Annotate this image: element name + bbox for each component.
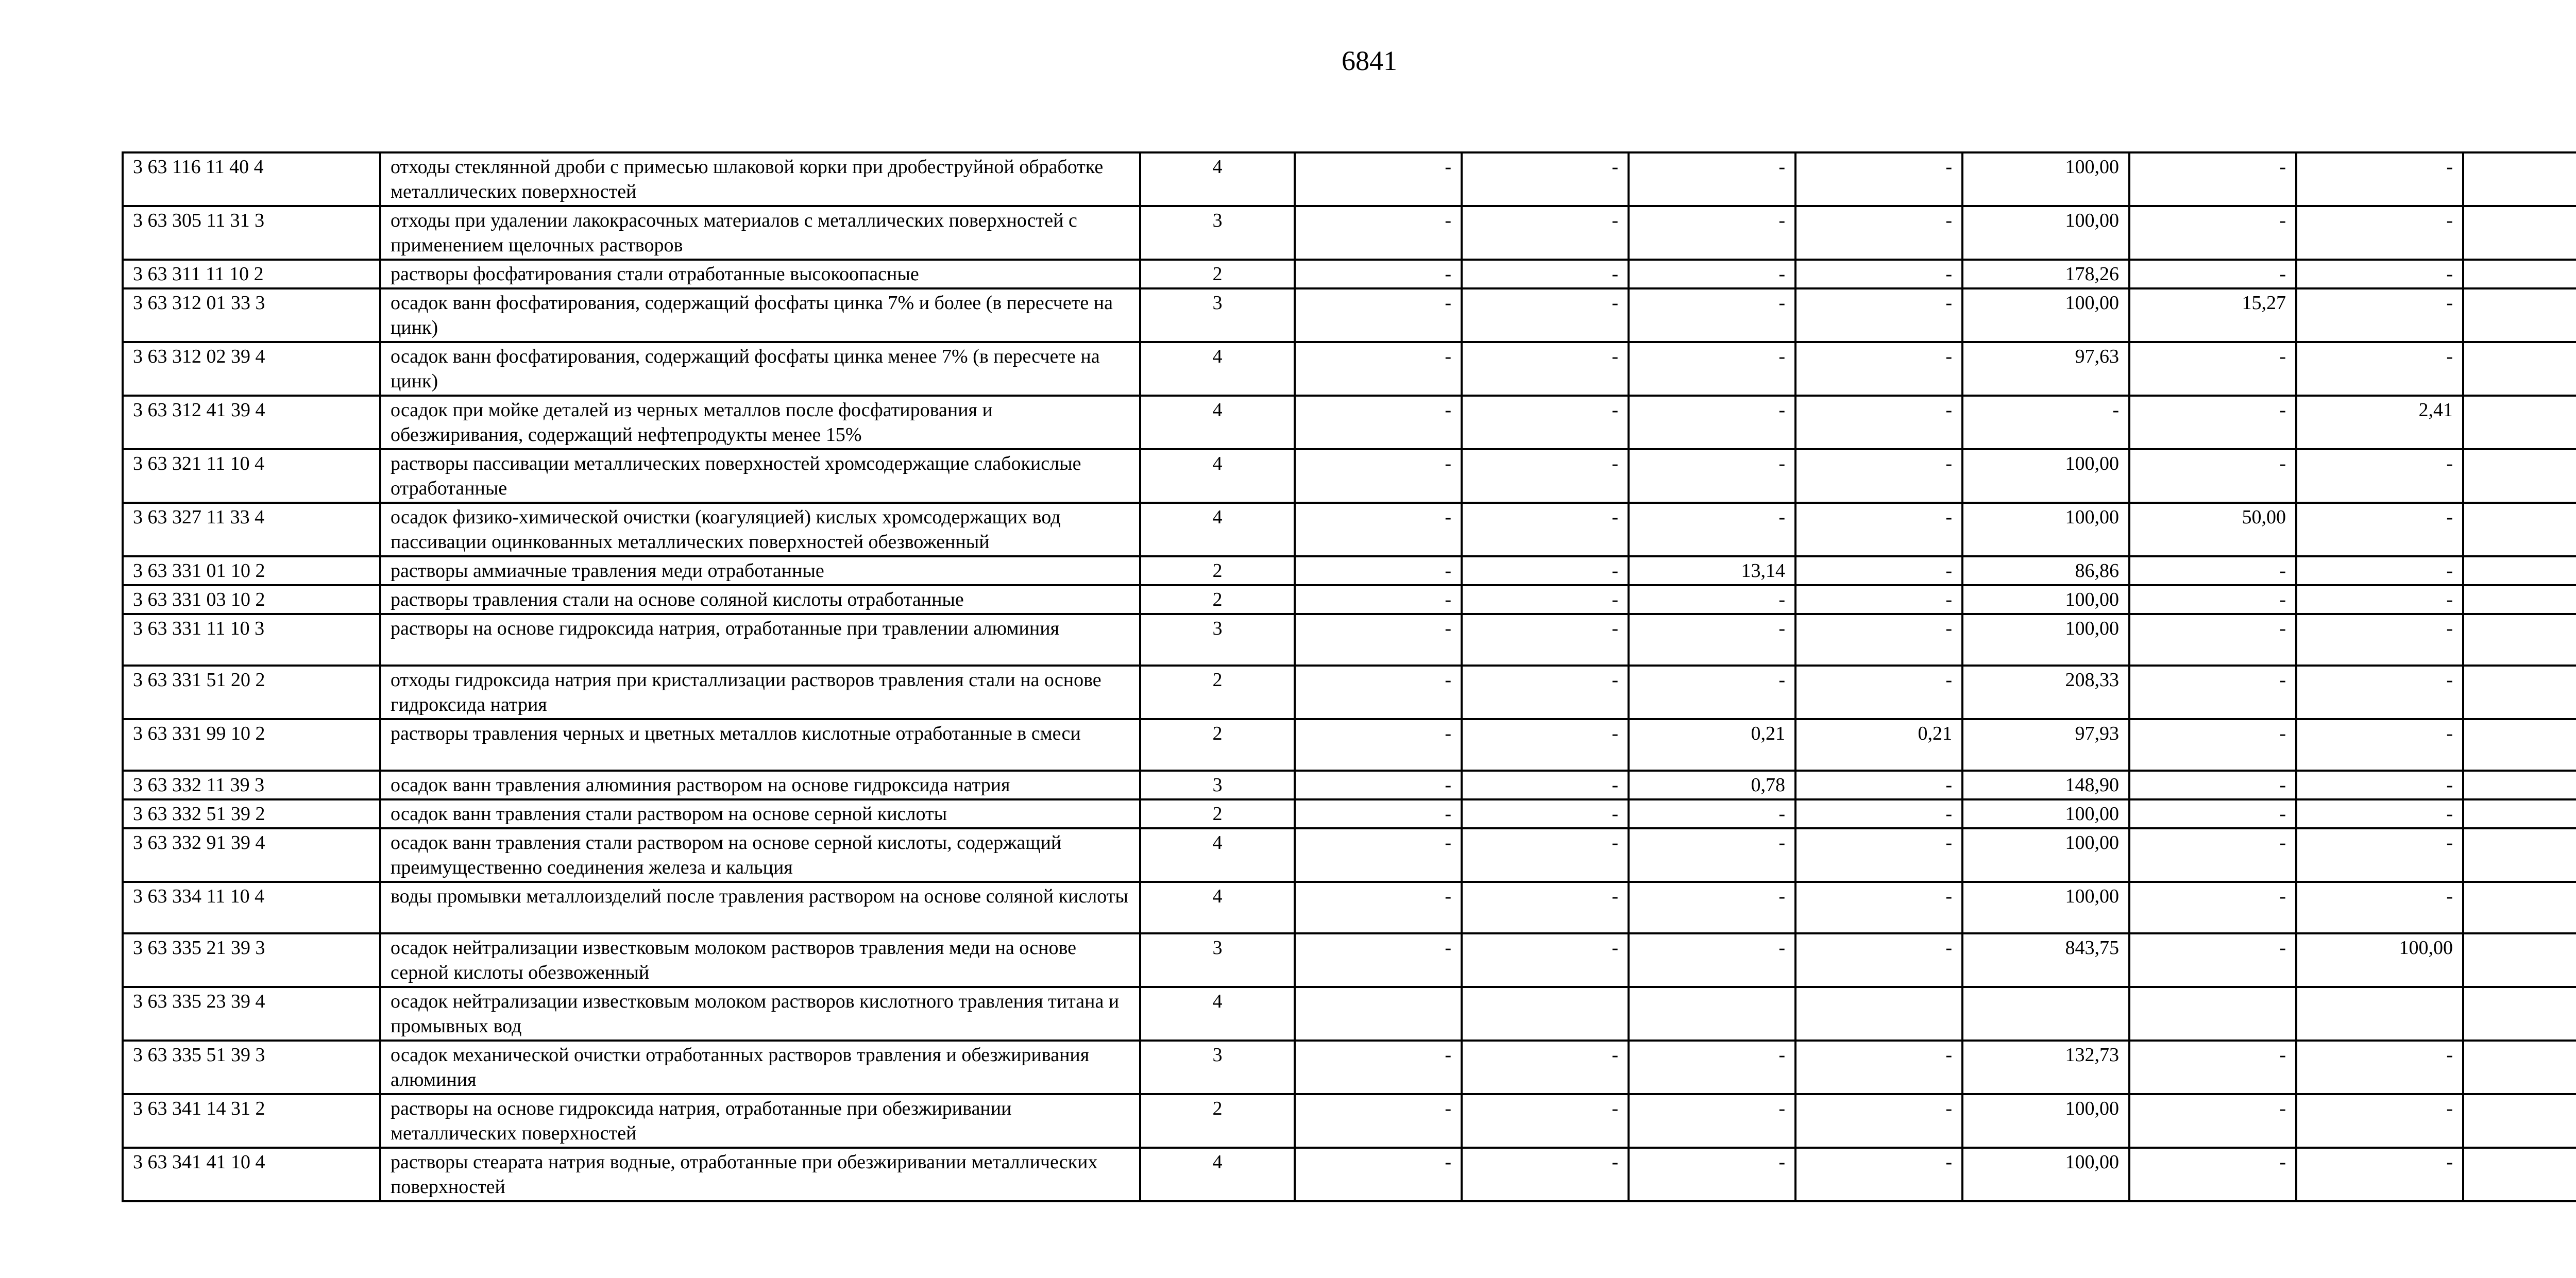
value-cell: - [1962, 396, 2129, 449]
value-cell: 13,14 [1629, 556, 1795, 585]
table-row [123, 666, 2576, 719]
waste-code-cell: 3 63 327 11 33 4 [123, 503, 380, 556]
value-cell: - [2129, 614, 2296, 666]
value-cell: 100,00 [1962, 585, 2129, 614]
value-cell: - [2129, 396, 2296, 449]
value-cell: - [1795, 1148, 1962, 1201]
value-cell [2463, 1148, 2576, 1201]
value-cell: - [1462, 396, 1629, 449]
value-cell [2463, 666, 2576, 719]
value-cell [2463, 152, 2576, 206]
value-cell: - [2129, 933, 2296, 987]
value-cell: - [1295, 828, 1462, 882]
table-row [123, 882, 2576, 933]
value-cell [2463, 396, 2576, 449]
value-cell: - [1795, 666, 1962, 719]
value-cell: - [2296, 206, 2463, 260]
value-cell: - [1295, 152, 1462, 206]
value-cell: - [1295, 288, 1462, 342]
hazard-class-cell: 4 [1140, 987, 1295, 1041]
value-cell: - [1629, 1041, 1795, 1094]
waste-name-cell: отходы при удалении лакокрасочных материалов с металлических поверхностей с применением щелочных растворов [380, 206, 1140, 260]
value-cell: 100,00 [1962, 288, 2129, 342]
waste-code-cell: 3 63 332 11 39 3 [123, 771, 380, 799]
value-cell: 100,00 [1962, 614, 2129, 666]
value-cell [2463, 585, 2576, 614]
value-cell: 0,21 [1795, 719, 1962, 771]
value-cell: - [2296, 152, 2463, 206]
value-cell: - [1795, 152, 1962, 206]
value-cell: - [1629, 828, 1795, 882]
value-cell: - [1629, 152, 1795, 206]
value-cell: - [2129, 1094, 2296, 1148]
hazard-class-cell: 3 [1140, 771, 1295, 799]
waste-code-cell: 3 63 312 41 39 4 [123, 396, 380, 449]
value-cell: - [1795, 449, 1962, 503]
value-cell: - [1629, 1094, 1795, 1148]
table-row [123, 152, 2576, 206]
table-row [123, 987, 2576, 1041]
waste-name-cell: растворы стеарата натрия водные, отработанные при обезжиривании металлических поверхностей [380, 1148, 1140, 1201]
value-cell: - [1629, 799, 1795, 828]
value-cell: - [1629, 206, 1795, 260]
value-cell: - [1462, 585, 1629, 614]
hazard-class-cell: 2 [1140, 1094, 1295, 1148]
value-cell: - [2296, 666, 2463, 719]
value-cell: - [1295, 933, 1462, 987]
value-cell: - [2296, 828, 2463, 882]
value-cell: - [1462, 152, 1629, 206]
value-cell: 100,00 [1962, 449, 2129, 503]
waste-code-cell: 3 63 341 41 10 4 [123, 1148, 380, 1201]
hazard-class-cell: 4 [1140, 828, 1295, 882]
value-cell [2463, 288, 2576, 342]
value-cell: - [2129, 152, 2296, 206]
value-cell: - [1295, 771, 1462, 799]
value-cell: - [1795, 585, 1962, 614]
value-cell: - [2296, 585, 2463, 614]
value-cell: 0,78 [1629, 771, 1795, 799]
value-cell: - [1462, 799, 1629, 828]
hazard-class-cell: 2 [1140, 260, 1295, 288]
waste-name-cell: осадок нейтрализации известковым молоком растворов кислотного травления титана и промывных вод [380, 987, 1140, 1041]
value-cell: - [1629, 585, 1795, 614]
waste-name-cell: растворы на основе гидроксида натрия, отработанные при травлении алюминия [380, 614, 1140, 666]
hazard-class-cell: 4 [1140, 882, 1295, 933]
waste-code-cell: 3 63 334 11 10 4 [123, 882, 380, 933]
waste-name-cell: осадок ванн фосфатирования, содержащий фосфаты цинка менее 7% (в пересчете на цинк) [380, 342, 1140, 396]
waste-code-cell: 3 63 335 51 39 3 [123, 1041, 380, 1094]
value-cell [2463, 342, 2576, 396]
value-cell: - [1295, 719, 1462, 771]
value-cell: - [2296, 449, 2463, 503]
table-row [123, 1148, 2576, 1201]
waste-name-cell: растворы фосфатирования стали отработанные высокоопасные [380, 260, 1140, 288]
value-cell: - [1295, 1094, 1462, 1148]
value-cell: - [2129, 206, 2296, 260]
table-row [123, 585, 2576, 614]
value-cell: 50,00 [2129, 503, 2296, 556]
value-cell: - [1795, 206, 1962, 260]
value-cell: - [1295, 799, 1462, 828]
value-cell: 843,75 [1962, 933, 2129, 987]
value-cell: - [1462, 288, 1629, 342]
value-cell: - [2129, 666, 2296, 719]
waste-name-cell: отходы гидроксида натрия при кристаллизации растворов травления стали на основе гидроксида натрия [380, 666, 1140, 719]
value-cell: - [1295, 585, 1462, 614]
value-cell: - [1295, 503, 1462, 556]
hazard-class-cell: 2 [1140, 719, 1295, 771]
value-cell: - [1629, 933, 1795, 987]
value-cell: - [1629, 449, 1795, 503]
waste-code-cell: 3 63 312 02 39 4 [123, 342, 380, 396]
value-cell: 86,86 [1962, 556, 2129, 585]
waste-name-cell: осадок ванн фосфатирования, содержащий фосфаты цинка 7% и более (в пересчете на цинк) [380, 288, 1140, 342]
value-cell: - [1295, 1041, 1462, 1094]
value-cell [1295, 987, 1462, 1041]
table-row [123, 449, 2576, 503]
waste-code-cell: 3 63 332 91 39 4 [123, 828, 380, 882]
page-number: 6841 [1342, 45, 1397, 76]
waste-name-cell: растворы травления стали на основе соляной кислоты отработанные [380, 585, 1140, 614]
waste-name-cell: осадок ванн травления стали раствором на основе серной кислоты [380, 799, 1140, 828]
waste-code-cell: 3 63 116 11 40 4 [123, 152, 380, 206]
hazard-class-cell: 3 [1140, 1041, 1295, 1094]
value-cell [1795, 987, 1962, 1041]
waste-name-cell: осадок нейтрализации известковым молоком растворов травления меди на основе серной кислоты обезвоженный [380, 933, 1140, 987]
table-row [123, 503, 2576, 556]
value-cell: - [2129, 1148, 2296, 1201]
waste-name-cell: отходы стеклянной дроби с примесью шлаковой корки при дробеструйной обработке металлических поверхностей [380, 152, 1140, 206]
value-cell [1462, 987, 1629, 1041]
value-cell [1629, 987, 1795, 1041]
value-cell: - [1295, 342, 1462, 396]
value-cell [2463, 556, 2576, 585]
table-row [123, 288, 2576, 342]
value-cell: - [1295, 666, 1462, 719]
value-cell: 0,21 [1629, 719, 1795, 771]
value-cell [2463, 719, 2576, 771]
value-cell: - [2129, 828, 2296, 882]
value-cell [2463, 799, 2576, 828]
waste-code-cell: 3 63 335 23 39 4 [123, 987, 380, 1041]
value-cell: - [1462, 206, 1629, 260]
value-cell [2463, 260, 2576, 288]
value-cell: 132,73 [1962, 1041, 2129, 1094]
value-cell: - [1462, 449, 1629, 503]
waste-code-cell: 3 63 331 51 20 2 [123, 666, 380, 719]
value-cell: 100,00 [1962, 206, 2129, 260]
value-cell: - [2129, 585, 2296, 614]
value-cell: 100,00 [1962, 1148, 2129, 1201]
value-cell: - [1795, 1041, 1962, 1094]
hazard-class-cell: 3 [1140, 614, 1295, 666]
value-cell: 100,00 [1962, 799, 2129, 828]
value-cell: - [2296, 719, 2463, 771]
value-cell: - [2296, 342, 2463, 396]
waste-name-cell: осадок механической очистки отработанных растворов травления и обезжиривания алюминия [380, 1041, 1140, 1094]
value-cell: - [1629, 396, 1795, 449]
value-cell: 2,41 [2296, 396, 2463, 449]
table-row [123, 1041, 2576, 1094]
value-cell: - [1295, 556, 1462, 585]
table-row [123, 396, 2576, 449]
value-cell: - [1795, 828, 1962, 882]
value-cell: 178,26 [1962, 260, 2129, 288]
value-cell: - [2296, 260, 2463, 288]
value-cell: - [2129, 342, 2296, 396]
value-cell: - [1795, 503, 1962, 556]
value-cell: - [2129, 719, 2296, 771]
value-cell: - [1462, 1094, 1629, 1148]
table-row [123, 1094, 2576, 1148]
value-cell: - [1795, 260, 1962, 288]
value-cell: 97,63 [1962, 342, 2129, 396]
value-cell: - [2296, 1148, 2463, 1201]
value-cell: - [1462, 342, 1629, 396]
value-cell: - [1462, 503, 1629, 556]
table-row [123, 260, 2576, 288]
value-cell: - [1795, 556, 1962, 585]
value-cell: - [1462, 666, 1629, 719]
value-cell: 208,33 [1962, 666, 2129, 719]
waste-code-cell: 3 63 335 21 39 3 [123, 933, 380, 987]
value-cell: 97,93 [1962, 719, 2129, 771]
value-cell: - [1795, 882, 1962, 933]
value-cell: - [1462, 933, 1629, 987]
value-cell: - [1629, 1148, 1795, 1201]
hazard-class-cell: 4 [1140, 503, 1295, 556]
value-cell: - [2129, 449, 2296, 503]
value-cell: - [1295, 449, 1462, 503]
hazard-class-cell: 3 [1140, 288, 1295, 342]
hazard-class-cell: 2 [1140, 799, 1295, 828]
waste-code-cell: 3 63 331 11 10 3 [123, 614, 380, 666]
table-row [123, 614, 2576, 666]
value-cell: - [1462, 614, 1629, 666]
value-cell: 100,00 [2296, 933, 2463, 987]
value-cell: - [1795, 1094, 1962, 1148]
hazard-class-cell: 4 [1140, 396, 1295, 449]
value-cell: - [2129, 556, 2296, 585]
value-cell: - [1795, 288, 1962, 342]
hazard-class-cell: 4 [1140, 449, 1295, 503]
value-cell: - [2296, 882, 2463, 933]
value-cell: 100,00 [1962, 882, 2129, 933]
hazard-class-cell: 2 [1140, 666, 1295, 719]
value-cell: - [1629, 503, 1795, 556]
value-cell: 100,00 [1962, 1094, 2129, 1148]
value-cell [2463, 503, 2576, 556]
value-cell: - [1629, 260, 1795, 288]
value-cell: - [1629, 614, 1795, 666]
value-cell [2463, 987, 2576, 1041]
value-cell [2463, 771, 2576, 799]
waste-code-cell: 3 63 331 99 10 2 [123, 719, 380, 771]
value-cell: - [1462, 882, 1629, 933]
value-cell: - [1629, 342, 1795, 396]
value-cell: - [1795, 799, 1962, 828]
value-cell: - [1462, 1148, 1629, 1201]
value-cell: - [1462, 556, 1629, 585]
value-cell: - [2296, 799, 2463, 828]
table-row [123, 933, 2576, 987]
hazard-class-cell: 3 [1140, 933, 1295, 987]
waste-classification-table [122, 151, 2576, 1202]
value-cell: - [2296, 288, 2463, 342]
hazard-class-cell: 3 [1140, 206, 1295, 260]
waste-name-cell: растворы пассивации металлических поверхностей хромсодержащие слабокислые отработанные [380, 449, 1140, 503]
table-row [123, 342, 2576, 396]
waste-code-cell: 3 63 332 51 39 2 [123, 799, 380, 828]
value-cell [2463, 828, 2576, 882]
value-cell: 100,00 [1962, 503, 2129, 556]
waste-code-cell: 3 63 321 11 10 4 [123, 449, 380, 503]
table-row [123, 799, 2576, 828]
waste-code-cell: 3 63 305 11 31 3 [123, 206, 380, 260]
value-cell: - [1629, 882, 1795, 933]
value-cell [1962, 987, 2129, 1041]
value-cell: - [1462, 828, 1629, 882]
value-cell [2463, 614, 2576, 666]
value-cell: - [2129, 799, 2296, 828]
hazard-class-cell: 2 [1140, 556, 1295, 585]
value-cell: 148,90 [1962, 771, 2129, 799]
value-cell [2463, 1041, 2576, 1094]
value-cell: - [1462, 1041, 1629, 1094]
waste-code-cell: 3 63 311 11 10 2 [123, 260, 380, 288]
table-row [123, 206, 2576, 260]
value-cell: - [2296, 556, 2463, 585]
value-cell: - [1295, 206, 1462, 260]
waste-name-cell: растворы аммиачные травления меди отработанные [380, 556, 1140, 585]
value-cell: - [2296, 503, 2463, 556]
value-cell: - [1462, 260, 1629, 288]
value-cell: - [1795, 342, 1962, 396]
table-row [123, 828, 2576, 882]
value-cell [2463, 449, 2576, 503]
value-cell: - [1795, 614, 1962, 666]
value-cell [2463, 1094, 2576, 1148]
value-cell: - [2129, 882, 2296, 933]
hazard-class-cell: 4 [1140, 1148, 1295, 1201]
waste-code-cell: 3 63 312 01 33 3 [123, 288, 380, 342]
value-cell: - [1795, 396, 1962, 449]
value-cell: - [1295, 614, 1462, 666]
hazard-class-cell: 4 [1140, 342, 1295, 396]
waste-code-cell: 3 63 341 14 31 2 [123, 1094, 380, 1148]
waste-name-cell: растворы на основе гидроксида натрия, отработанные при обезжиривании металлических поверхностей [380, 1094, 1140, 1148]
table-row [123, 719, 2576, 771]
value-cell: - [1295, 1148, 1462, 1201]
value-cell [2463, 933, 2576, 987]
waste-name-cell: осадок ванн травления стали раствором на основе серной кислоты, содержащий преимущественно соединения железа и кальция [380, 828, 1140, 882]
value-cell: - [2129, 771, 2296, 799]
value-cell: - [2296, 771, 2463, 799]
waste-code-cell: 3 63 331 01 10 2 [123, 556, 380, 585]
value-cell: - [2129, 260, 2296, 288]
value-cell [2129, 987, 2296, 1041]
waste-name-cell: воды промывки металлоизделий после травления раствором на основе соляной кислоты [380, 882, 1140, 933]
waste-name-cell: осадок ванн травления алюминия раствором на основе гидроксида натрия [380, 771, 1140, 799]
waste-name-cell: осадок при мойке деталей из черных металлов после фосфатирования и обезжиривания, содержащий нефтепродукты менее 15% [380, 396, 1140, 449]
value-cell: - [2296, 614, 2463, 666]
value-cell: - [1795, 933, 1962, 987]
value-cell: 15,27 [2129, 288, 2296, 342]
value-cell: - [1295, 396, 1462, 449]
value-cell [2296, 987, 2463, 1041]
value-cell: - [1462, 719, 1629, 771]
hazard-class-cell: 2 [1140, 585, 1295, 614]
value-cell: - [1629, 288, 1795, 342]
value-cell: - [1629, 666, 1795, 719]
value-cell: - [2129, 1041, 2296, 1094]
hazard-class-cell: 4 [1140, 152, 1295, 206]
value-cell [2463, 882, 2576, 933]
value-cell: - [2296, 1094, 2463, 1148]
waste-code-cell: 3 63 331 03 10 2 [123, 585, 380, 614]
value-cell: 100,00 [1962, 828, 2129, 882]
value-cell: - [1295, 260, 1462, 288]
waste-name-cell: осадок физико-химической очистки (коагуляцией) кислых хромсодержащих вод пассивации оцинкованных металлических поверхностей обезвоженный [380, 503, 1140, 556]
waste-name-cell: растворы травления черных и цветных металлов кислотные отработанные в смеси [380, 719, 1140, 771]
value-cell [2463, 206, 2576, 260]
value-cell: - [1795, 771, 1962, 799]
value-cell: 100,00 [1962, 152, 2129, 206]
value-cell: - [1295, 882, 1462, 933]
value-cell: - [2296, 1041, 2463, 1094]
value-cell: - [1462, 771, 1629, 799]
table-row [123, 771, 2576, 799]
table-row [123, 556, 2576, 585]
